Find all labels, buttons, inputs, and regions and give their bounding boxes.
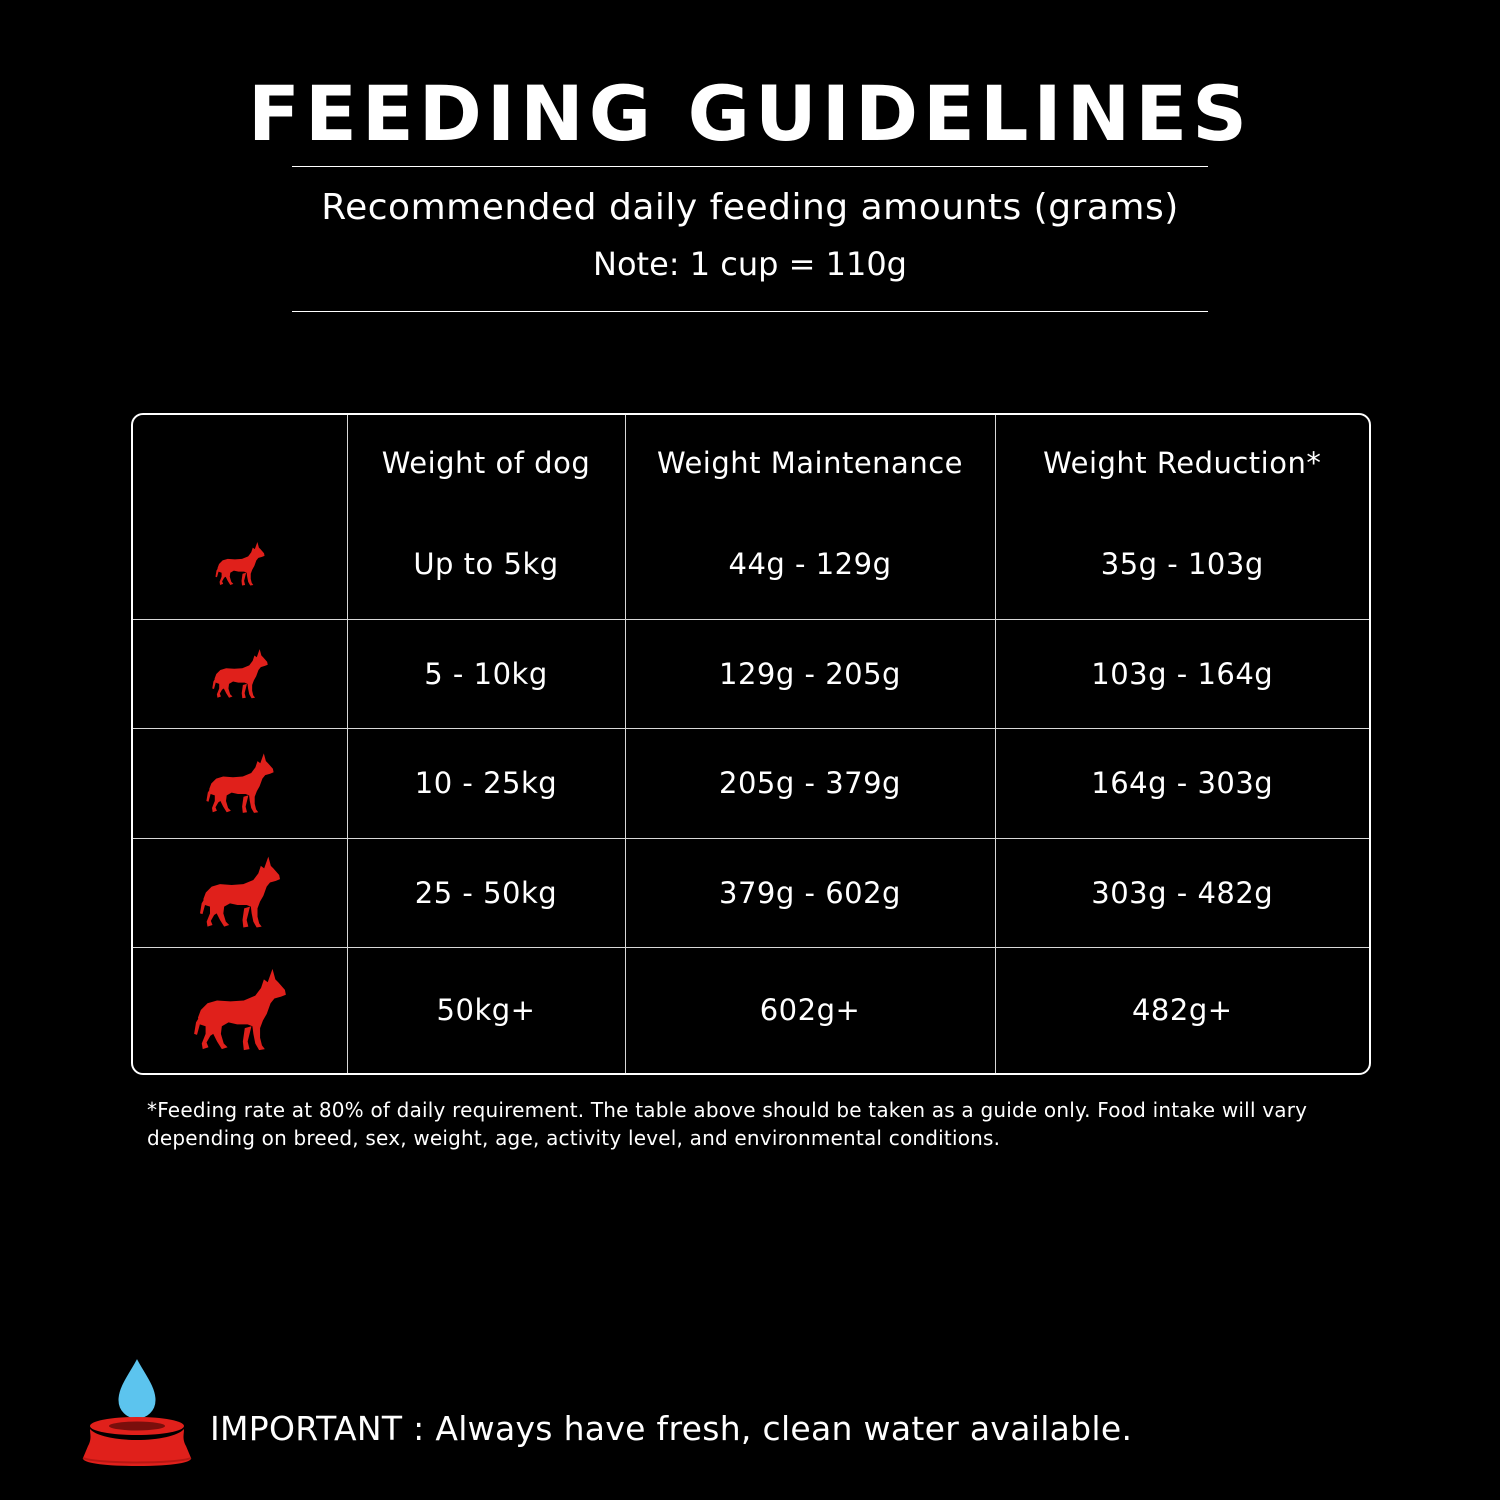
maintenance-cell: 205g - 379g <box>625 728 995 838</box>
weight-cell: 25 - 50kg <box>347 838 625 947</box>
important-water-note: IMPORTANT : Always have fresh, clean water available. <box>210 1409 1133 1448</box>
dog-silhouette-icon <box>211 648 269 700</box>
page-title: FEEDING GUIDELINES <box>248 69 1252 158</box>
column-header-icon <box>133 415 347 510</box>
table-row <box>133 838 1369 947</box>
header-divider <box>292 311 1208 312</box>
maintenance-cell: 602g+ <box>625 947 995 1073</box>
maintenance-cell: 129g - 205g <box>625 619 995 728</box>
table-row <box>133 728 1369 838</box>
table-row <box>133 947 1369 1073</box>
dog-silhouette-icon <box>198 855 282 930</box>
reduction-cell: 103g - 164g <box>995 619 1369 728</box>
dog-icon-cell <box>133 947 347 1073</box>
reduction-cell: 482g+ <box>995 947 1369 1073</box>
feeding-table <box>131 413 1371 1075</box>
dog-icon-cell <box>133 728 347 838</box>
maintenance-cell: 44g - 129g <box>625 510 995 619</box>
water-bowl-icon <box>78 1354 196 1468</box>
table-row <box>133 619 1369 728</box>
dog-silhouette-icon <box>192 967 288 1053</box>
column-header-weight: Weight of dog <box>347 415 625 510</box>
dog-icon-cell <box>133 510 347 619</box>
table-header-row <box>133 415 1369 510</box>
column-header-maintenance: Weight Maintenance <box>625 415 995 510</box>
weight-cell: 10 - 25kg <box>347 728 625 838</box>
column-header-reduction: Weight Reduction* <box>995 415 1369 510</box>
reduction-cell: 35g - 103g <box>995 510 1369 619</box>
weight-cell: Up to 5kg <box>347 510 625 619</box>
reduction-cell: 303g - 482g <box>995 838 1369 947</box>
weight-cell: 50kg+ <box>347 947 625 1073</box>
title-divider <box>292 166 1208 167</box>
subtitle: Recommended daily feeding amounts (grams) <box>321 187 1179 228</box>
dog-icon-cell <box>133 619 347 728</box>
dog-icon-cell <box>133 838 347 947</box>
reduction-cell: 164g - 303g <box>995 728 1369 838</box>
maintenance-cell: 379g - 602g <box>625 838 995 947</box>
table-row <box>133 510 1369 619</box>
cup-note: Note: 1 cup = 110g <box>593 245 907 283</box>
weight-cell: 5 - 10kg <box>347 619 625 728</box>
dog-silhouette-icon <box>205 752 275 815</box>
dog-silhouette-icon <box>214 541 266 587</box>
footnote: *Feeding rate at 80% of daily requirement. The table above should be taken as a guide only. Food intake will vary depending on breed, sex, weight, age, activity level, and environmental conditions. <box>147 1098 1308 1150</box>
